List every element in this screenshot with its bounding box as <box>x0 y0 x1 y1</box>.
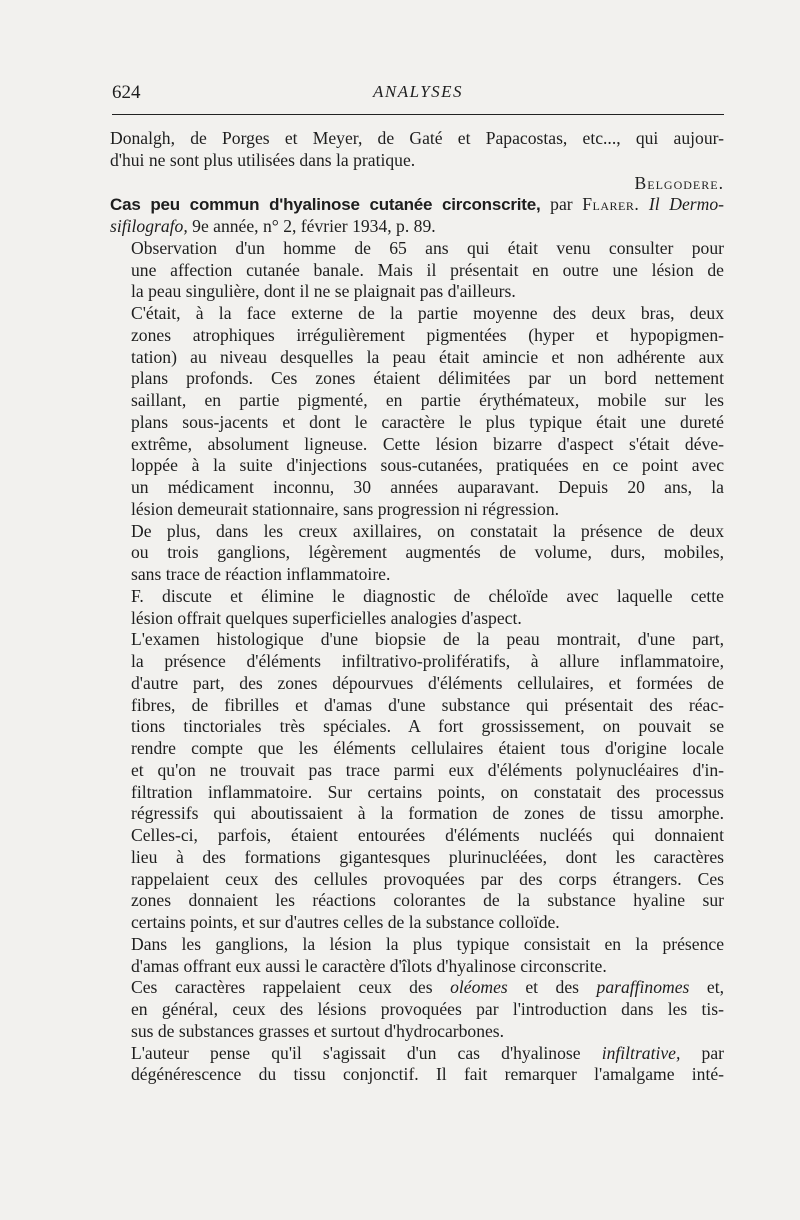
text-line: saillant, en partie pigmenté, en partie érythémateux, mobile sur les <box>131 390 724 410</box>
text-line: Celles-ci, parfois, étaient entourées d'éléments nucléés qui donnaient <box>131 825 724 845</box>
text-line <box>110 194 724 216</box>
text-line: lieu à des formations gigantesques plurinucléées, dont les caractères <box>131 846 724 867</box>
paragraph <box>110 977 724 1042</box>
paragraph <box>110 238 724 303</box>
text-line: tions tinctoriales très spéciales. A fort grossissement, on pouvait se <box>131 716 724 737</box>
text-line: une affection cutanée banale. Mais il présentait en outre une lésion de <box>131 259 724 280</box>
text-line <box>110 216 724 238</box>
text-line: Observation d'un homme de 65 ans qui était venu consulter pour <box>131 237 724 258</box>
text-line: zones atrophiques irrégulièrement pigmentées (hyper et hypopigmen- <box>131 324 724 345</box>
text-line: fibres, de fibrilles et d'amas d'une substance qui présentait des réac- <box>131 694 724 715</box>
text-line: en général, ceux des lésions provoquées par l'introduction dans les tis- <box>131 999 724 1019</box>
journal-name-part2: sifilografo, <box>110 216 188 236</box>
text-line: F. discute et élimine le diagnostic de chéloïde avec laquelle cette <box>131 585 724 606</box>
text-line: et qu'on ne trouvait pas trace parmi eux d'éléments polynucléaires d'in- <box>131 759 724 780</box>
text-run: Ces caractères rappelaient ceux des <box>131 977 433 998</box>
text-line: la présence d'éléments infiltrativo-prolifératifs, à allure inflammatoire, <box>131 651 724 671</box>
text-line: lésion demeurait stationnaire, sans progression ni régression. <box>131 498 560 519</box>
text-run: et, <box>706 977 725 998</box>
text-line <box>110 1043 724 1065</box>
text-line: certains points, et sur d'autres celles de la substance colloïde. <box>131 912 560 932</box>
italic-term: oléomes <box>450 977 508 998</box>
text-line: plans profonds. Ces zones étaient délimitées par un bord nettement <box>131 368 724 389</box>
article-by: par <box>550 194 573 215</box>
text-line: tation) au niveau desquelles la peau était amincie et non adhérente aux <box>131 346 724 367</box>
article-body <box>110 238 724 978</box>
text-line: rappelaient ceux des cellules provoquées par des corps étrangers. Ces <box>131 868 724 889</box>
text-line: filtration inflammatoire. Sur certains points, on constatait des processus <box>131 781 724 802</box>
paragraph <box>110 303 724 521</box>
page-content <box>110 128 724 1086</box>
italic-term: infiltrative, <box>601 1042 681 1063</box>
text-line: loppée à la suite d'injections sous-cutanées, pratiquées en ce point avec <box>131 455 724 476</box>
header-rule <box>112 114 724 115</box>
text-line: zones donnaient les réactions colorantes de la substance hyaline sur <box>131 890 724 911</box>
text-line: d'hui ne sont plus utilisées dans la pratique. <box>110 149 416 170</box>
signature: Belgodere. <box>634 172 724 193</box>
article-author: Flarer. <box>582 194 640 215</box>
journal-name-part1: Il Dermo- <box>648 194 725 215</box>
previous-article-ending <box>110 128 724 172</box>
text-line: la peau singulière, dont il ne se plaignait pas d'ailleurs. <box>131 281 516 302</box>
text-line: plans sous-jacents et dont le caractère le plus typique était une dureté <box>131 411 724 432</box>
text-line: ou trois ganglions, légèrement augmentés de volume, durs, mobiles, <box>131 542 724 563</box>
text-line: C'était, à la face externe de la partie moyenne des deux bras, deux <box>131 303 724 323</box>
text-line: sus de substances grasses et surtout d'hydrocarbones. <box>131 1020 505 1041</box>
citation-details: 9e année, n° 2, février 1934, p. 89. <box>192 216 436 236</box>
paragraph <box>110 1043 724 1087</box>
text-line: Donalgh, de Porges et Meyer, de Gaté et Papacostas, etc..., qui aujour- <box>110 128 724 148</box>
text-run: par <box>701 1042 725 1063</box>
text-line: d'autre part, des zones dépourvues d'éléments cellulaires, et formées de <box>131 672 724 693</box>
text-line: sans trace de réaction inflammatoire. <box>131 564 391 584</box>
paragraph <box>110 521 724 586</box>
text-line: De plus, dans les creux axillaires, on constatait la présence de deux <box>131 520 724 541</box>
paragraph <box>110 629 724 934</box>
italic-term: paraffinomes <box>596 977 690 998</box>
article-title: Cas peu commun d'hyalinose cutanée circonscrite, <box>110 195 541 215</box>
text-line <box>110 977 724 999</box>
text-line: L'examen histologique d'une biopsie de la peau montrait, d'une part, <box>131 629 724 650</box>
text-run: et des <box>525 977 579 998</box>
text-line: lésion offrait quelques superficielles analogies d'aspect. <box>131 607 522 628</box>
text-line: un médicament inconnu, 30 années auparavant. Depuis 20 ans, la <box>131 477 724 497</box>
text-line: d'amas offrant eux aussi le caractère d'îlots d'hyalinose circonscrite. <box>131 955 607 976</box>
text-run: L'auteur pense qu'il s'agissait d'un cas d'hyalinose <box>131 1042 581 1063</box>
text-line: régressifs qui aboutissaient à la formation de zones de tissu amorphe. <box>131 803 724 824</box>
text-line: rendre compte que les éléments cellulaires étaient tous d'origine locale <box>131 738 724 758</box>
page-header <box>112 80 724 120</box>
article-heading <box>110 194 724 238</box>
text-line: Dans les ganglions, la lésion la plus typique consistait en la présence <box>131 933 724 954</box>
text-line: dégénérescence du tissu conjonctif. Il fait remarquer l'amalgame inté- <box>131 1064 724 1085</box>
page-number: 624 <box>112 82 141 103</box>
paragraph <box>110 934 724 978</box>
text-line: extrême, absolument ligneuse. Cette lésion bizarre d'aspect s'était déve- <box>131 433 724 454</box>
running-title: ANALYSES <box>372 82 464 101</box>
paragraph <box>110 586 724 630</box>
